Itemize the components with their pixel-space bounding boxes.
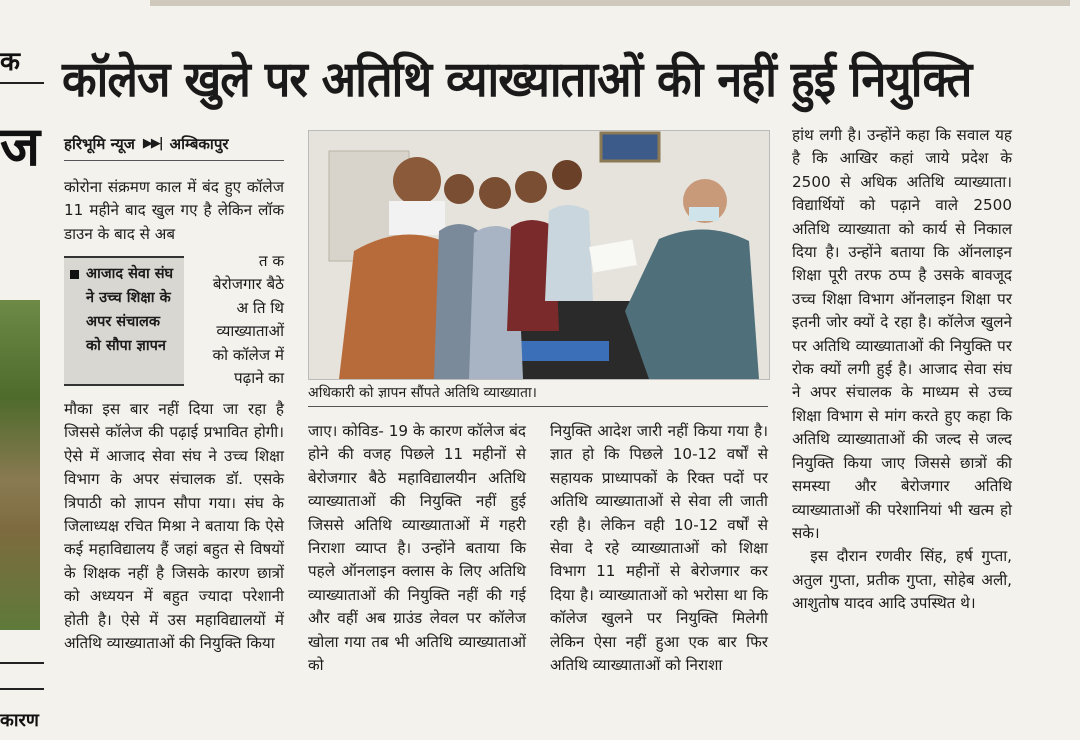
column-4-body: हांथ लगी है। उन्होंने कहा कि सवाल यह है कि आखिर कहां जाये प्रदेश के 2500 से अधिक अतिथि व्याख्याता। विद्यार्थियों को पढ़ाने वाले 2500 अतिथि व्याख्याता को कार्य से निकाल दिया है। उन्होंने बताया कि ऑनलाइन शिक्षा पूरी तरफ ठप्प है उसके बावजूद उच्च शिक्षा विभाग ऑनलाइन शिक्षा पर इतनी जोर क्यों दे रहा है। कॉलेज खुलने पर अतिथि व्याख्याताओं की नियुक्ति पर रोक क्यों लगी हुई है। आजाद सेवा संघ ने अपर संचालक के माध्यम से उच्च शिक्षा विभाग से मांग करते हुए कहा कि अतिथि व्याख्याताओं की जल्द से जल्द नियुक्ति किया जाए जिससे छात्रों की समस्या और बेरोजगार अतिथि व्याख्याताओं की परेशानियां भी खत्म हो सके। [792,126,1012,542]
photo-caption: अधिकारी को ज्ञापन सौंपते अतिथि व्याख्याता। [308,380,768,407]
column-1-body-text: मौका इस बार नहीं दिया जा रहा है जिससे कॉलेज की पढ़ाई प्रभावित होगी। ऐसे में आजाद सेवा संघ ने उच्च शिक्षा विभाग के अपर संचालक डॉ. एसके त्रिपाठी को ज्ञापन सौपा गया। संघ के जिलाध्यक्ष रचित मिश्रा ने बताया कि ऐसे कई महाविद्यालय हैं जहां बहुत से विषयों के शिक्षक नहीं है जिसके कारण छात्रों को अध्ययन में बहुत ज्यादा परेशानी होती है। ऐसे में उस महाविद्यालयों में अतिथि व्याख्याताओं की नियुक्ति किया [64,400,284,653]
byline-rule [64,160,284,161]
top-divider [150,0,1070,6]
news-photo [308,130,770,380]
wrap-line: व्याख्याताओं [216,322,284,341]
column-1-body [64,398,284,655]
wrap-line: पढ़ाने का [234,369,284,388]
column-2 [308,420,526,677]
adjacent-article-strip [0,0,48,740]
adjacent-fragment-bottom: कारण [0,710,39,731]
byline-source: हरिभूमि न्यूज [64,135,135,153]
column-3 [550,420,768,677]
column-4-closing: इस दौरान रणवीर सिंह, हर्ष गुप्ता, अतुल गुप्ता, प्रतीक गुप्ता, सोहेब अली, आशुतोष यादव आदि उपस्थित थे। [792,547,1012,613]
highlight-text: आजाद सेवा संघ ने उच्च शिक्षा के अपर संचालक को सौपा ज्ञापन [86,266,174,354]
column-1-wrap-lines [200,250,284,390]
wrap-line: बेरोजगार बैठे [212,275,284,294]
adjacent-fragment-top: क [0,47,20,77]
column-1-intro [64,176,284,246]
forward-arrows-icon: ▶▶| [142,136,162,151]
wrap-line: को कॉलेज में [212,345,284,364]
column-1-intro-text: कोरोना संक्रमण काल में बंद हुए कॉलेज 11 महीने बाद खुल गए है लेकिन लॉक डाउन के बाद से अब [64,178,284,243]
column-4 [792,124,1012,616]
byline-location: अम्बिकापुर [169,135,229,153]
adjacent-rule [0,82,44,84]
column-2-text: जाए। कोविड- 19 के कारण कॉलेज बंद होने की वजह पिछले 11 महीनों से बेरोजगार बैठे महाविद्यालयीन अतिथि व्याख्याताओं की नियुक्ति नहीं हुई जिससे अतिथि व्याख्याताओं में गहरी निराशा व्याप्त है। उन्होंने बताया कि पहले ऑनलाइन क्लास के लिए अतिथि व्याख्याताओं की नियुक्ति नहीं की गई और वहीं अब ग्राउंड लेवल पर कॉलेज खोला गया तब भी अतिथि व्याख्याताओं को [308,422,526,675]
wrap-line: अ ति थि [236,298,284,317]
adjacent-rule-2 [0,662,44,664]
adjacent-fragment-big: ज [0,115,41,178]
column-3-text: नियुक्ति आदेश जारी नहीं किया गया है। ज्ञात हो कि पिछले 10-12 वर्षों से सहायक प्राध्यापकों के रिक्त पदों पर अतिथि व्याख्याताओं से सेवा ली जाती रही है। लेकिन वही 10-12 वर्षों से सेवा दे रहे व्याख्याताओं को शिक्षा विभाग 11 महीनों से बेरोजगार कर दिया है। व्याख्याताओं को भरोसा था कि कॉलेज खुलने पर नियुक्ति मिलेगी लेकिन ऐसा नहीं हुआ एक बार फिर अतिथि व्याख्याताओं को निराशा [550,422,768,675]
highlight-box [64,256,184,386]
photo-illustration [309,131,769,379]
bullet-square-icon [70,270,79,279]
adjacent-photo [0,300,40,630]
headline: कॉलेज खुले पर अतिथि व्याख्याताओं की नहीं हुई नियुक्ति [62,51,972,108]
wrap-line: त क [258,252,284,270]
adjacent-rule-3 [0,688,44,690]
byline [64,130,282,158]
